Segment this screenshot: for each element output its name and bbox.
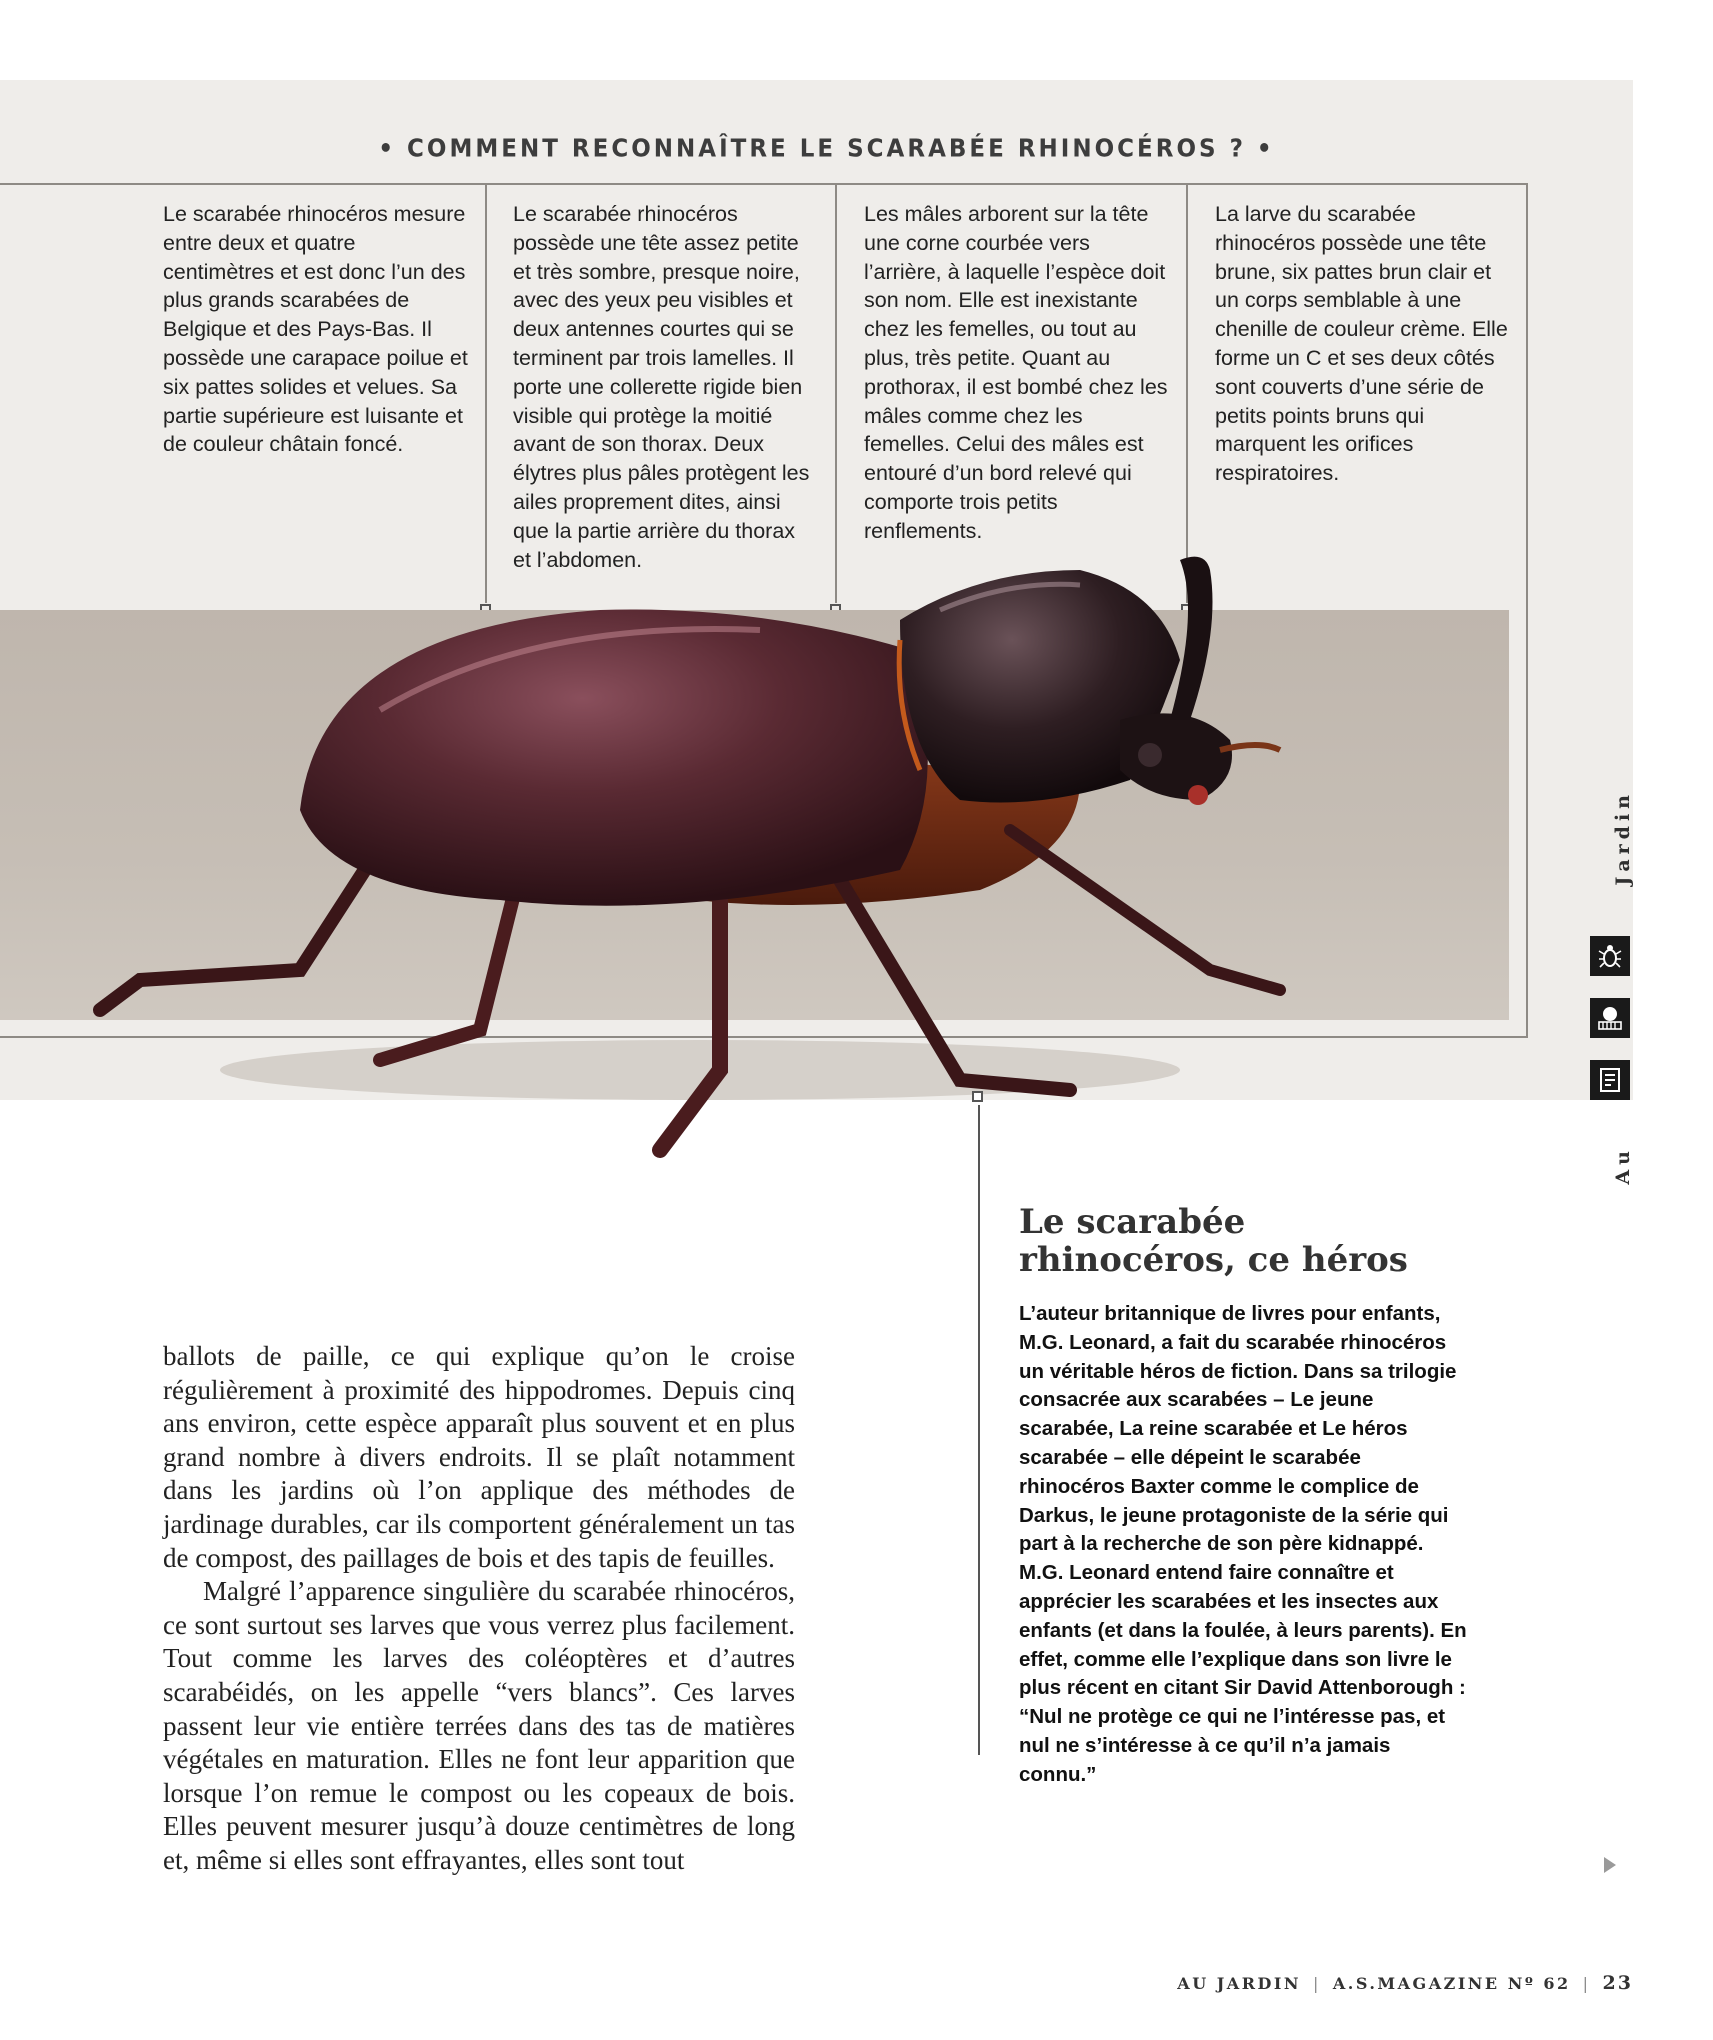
sidebar-node: [972, 1091, 983, 1102]
infobox-column-1: Le scarabée rhinocéros mesure entre deux et quatre centimètres et est donc l’un des plus grands scarabées de Belgique et des Pays-Bas. Il possède une carapace poilue et six pattes solides et velues. Sa partie supérieure est luisante et de couleur châtain foncé.: [163, 202, 468, 457]
checklist-icon[interactable]: [1590, 1060, 1630, 1100]
infobox-column-4: La larve du scarabée rhinocéros possède une tête brune, six pattes brun clair et un corps semblable à une chenille de couleur crème. Elle forme un C et ses deux côtés sont couverts d’une série de petits points bruns qui marquent les orifices respiratoires.: [1215, 202, 1508, 486]
sidebar-text: L’auteur britannique de livres pour enfants, M.G. Leonard, a fait du scarabée rhinocéros un véritable héros de fiction. Dans sa trilogie consacrée aux scarabées – Le jeune scarabée, La reine scarabée et Le héros scarabée – elle dépeint le scarabée rhinocéros Baxter comme le complice de Darkus, le jeune protagoniste de la série qui part à la recherche de son père kidnappé. M.G. Leonard entend faire connaître et apprécier les scarabées et les insectes aux enfants (et dans la foulée, à leurs parents). En effet, comme elle l’explique dans son livre le plus récent en citant Sir David Attenborough : “Nul ne protège ce qui ne l’intéresse pas, et nul ne s’intéresse à ce qu’il n’a jamais connu.”: [1019, 1302, 1467, 1786]
infobox-heading: • COMMENT RECONNAÎTRE LE SCARABÉE RHINOCÉROS ? •: [378, 134, 1275, 164]
page-number: 23: [1602, 1972, 1633, 1994]
garden-icon[interactable]: [1590, 998, 1630, 1038]
column-divider: [485, 183, 487, 603]
section-prefix: Au: [1612, 1146, 1634, 1185]
column-divider: [835, 183, 837, 603]
infobox-column-3: Les mâles arborent sur la tête une corne courbée vers l’arrière, à laquelle l’espèce doit son nom. Elle est inexistante chez les femelles, ou tout au plus, très petite. Quant au prothorax, il est bombé chez les mâles comme chez les femelles. Celui des mâles est entouré d’un bord relevé qui comporte trois petits renflements.: [864, 202, 1168, 543]
footer-separator: |: [1313, 1974, 1321, 1993]
article-paragraph: ballots de paille, ce qui explique qu’on le croise régulièrement à proximité des hippodromes. Depuis cinq ans environ, cette espèce apparaît plus souvent et en plus grand nombre à divers endroits. Il se plaît notamment dans les jardins où l’on applique des méthodes de jardinage durables, car ils comportent généralement un tas de compost, des paillages de bois et des tapis de feuilles.: [163, 1341, 795, 1573]
column-divider: [1186, 183, 1188, 603]
infobox-column-2: Le scarabée rhinocéros possède une tête assez petite et très sombre, presque noire, avec des yeux peu visibles et deux antennes courtes qui se terminent par trois lamelles. Il porte une collerette rigide bien visible qui protège la moitié avant de son thorax. Deux élytres plus pâles protègent les ailes proprement dites, ainsi que la partie arrière du thorax et l’abdomen.: [513, 202, 810, 572]
sidebar-rule: [978, 1105, 980, 1755]
page-footer: [1177, 1972, 1633, 1994]
next-arrow-icon[interactable]: [1604, 1857, 1616, 1873]
footer-separator: |: [1582, 1974, 1591, 1993]
article-paragraph: Malgré l’apparence singulière du scarabée rhinocéros, ce sont surtout ses larves que vous verrez plus facilement. Tout comme les larves des coléoptères et d’autres scarabéidés, on les appelle “vers blancs”. Ces larves passent leur vie entière terrées dans des tas de matières végétales en maturation. Elles ne font leur apparition que lorsque l’on remue le compost ou les copeaux de bois. Elles peuvent mesurer jusqu’à douze centimètres de long et, même si elles sont effrayantes, elles sont tout: [163, 1576, 795, 1875]
footer-section: AU JARDIN: [1177, 1974, 1301, 1993]
beetle-icon[interactable]: [1590, 936, 1630, 976]
footer-magazine: A.S.MAGAZINE Nº 62: [1332, 1974, 1571, 1993]
section-label: Jardin: [1612, 790, 1634, 886]
sidebar-title: Le scarabée rhinocéros, ce héros: [1019, 1202, 1408, 1280]
rhinoceros-beetle-photo: [80, 550, 1500, 1190]
article-body: [163, 1340, 795, 1878]
